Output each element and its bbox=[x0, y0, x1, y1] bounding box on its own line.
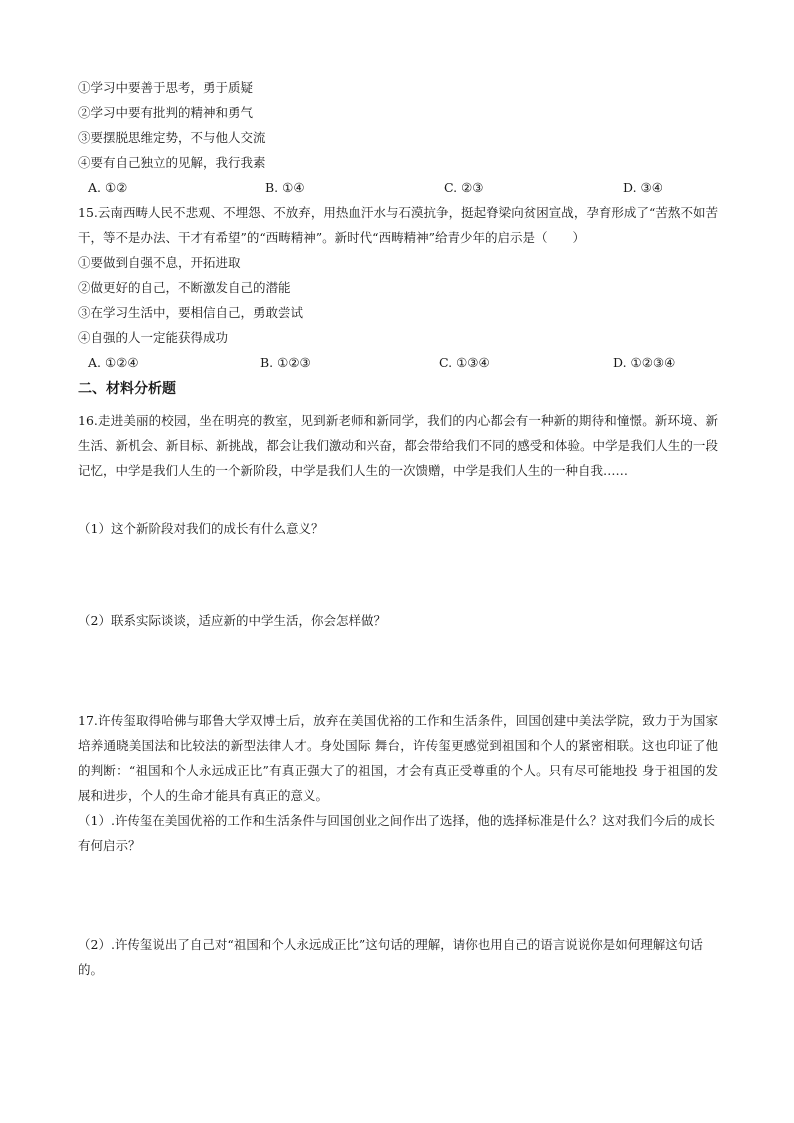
q14-statement-4: ④要有自己独立的见解，我行我素 bbox=[78, 155, 266, 170]
q15-statement-4: ④自强的人一定能获得成功 bbox=[78, 330, 229, 345]
q14-option-b[interactable]: B. ①④ bbox=[265, 180, 305, 195]
q14-statement-2: ②学习中要有批判的精神和勇气 bbox=[78, 105, 254, 120]
q15-option-b[interactable]: B. ①②③ bbox=[260, 355, 311, 370]
q15-option-d[interactable]: D. ①②③④ bbox=[613, 355, 676, 370]
q14-option-d[interactable]: D. ③④ bbox=[623, 180, 663, 195]
q15-option-c[interactable]: C. ①③④ bbox=[439, 355, 490, 370]
q16-sub-question-1: （1）这个新阶段对我们的成长有什么意义？ bbox=[78, 521, 324, 536]
q14-statement-1: ①学习中要善于思考，勇于质疑 bbox=[78, 80, 254, 95]
q14-option-c[interactable]: C. ②③ bbox=[444, 180, 484, 195]
q15-option-a[interactable]: A. ①②④ bbox=[88, 355, 139, 370]
q14-statement-3: ③要摆脱思维定势，不与他人交流 bbox=[78, 130, 266, 145]
q17-sub-question-2: （2）.许传玺说出了自己对“祖国和个人永远成正比”这句话的理解，请你也用自己的语言说说你是如何理解这句话的。 bbox=[78, 937, 703, 977]
q15-options bbox=[88, 355, 708, 371]
q16-sub-question-2: （2）联系实际谈谈，适应新的中学生活，你会怎样做？ bbox=[78, 613, 386, 628]
q15-statement-3: ③在学习生活中，要相信自己，勇敢尝试 bbox=[78, 305, 304, 320]
q14-option-a[interactable]: A. ①② bbox=[88, 180, 128, 195]
q15-statement-1: ①要做到自强不息，开拓进取 bbox=[78, 255, 241, 270]
q17-stem: 17.许传玺取得哈佛与耶鲁大学双博士后，放弃在美国优裕的工作和生活条件，回国创建中美法学院，致力于为国家培养通晓美国法和比较法的新型法律人才。身处国际 舞台，许传玺更感觉到祖国和个人的紧密相联。这也印证了他的判断：“祖国和个人永远成正比”有真正强大了的祖国，才会有真正受尊重的个人。只有尽可能地投 身于祖国的发展和进步，个人的生命才能具有真正的意义。 bbox=[78, 713, 718, 803]
q16-stem: 16.走进美丽的校园，坐在明亮的教室，见到新老师和新同学，我们的内心都会有一种新的期待和憧憬。新环境、新生活、新机会、新目标、新挑战，都会让我们激动和兴奋，都会带给我们不同的感受和体验。中学是我们人生的一段记忆，中学是我们人生的一个新阶段，中学是我们人生的一次馈赠，中学是我们人生的一种自我…… bbox=[78, 413, 718, 478]
q15-statement-2: ②做更好的自己，不断激发自己的潜能 bbox=[78, 280, 291, 295]
q14-options bbox=[88, 180, 708, 196]
section-title: 二、材料分析题 bbox=[78, 381, 176, 397]
q15-stem: 15.云南西畴人民不悲观、不埋怨、不放弃，用热血汗水与石漠抗争，挺起脊梁向贫困宣战，孕育形成了“苦熬不如苦干，等不是办法、干才有希望”的“西畴精神”。新时代“西畴精神”给青少年的启示是（ ） bbox=[78, 205, 718, 245]
q17-sub-question-1: （1）.许传玺在美国优裕的工作和生活条件与回国创业之间作出了选择，他的选择标准是什么？这对我们今后的成长有何启示？ bbox=[78, 813, 715, 853]
